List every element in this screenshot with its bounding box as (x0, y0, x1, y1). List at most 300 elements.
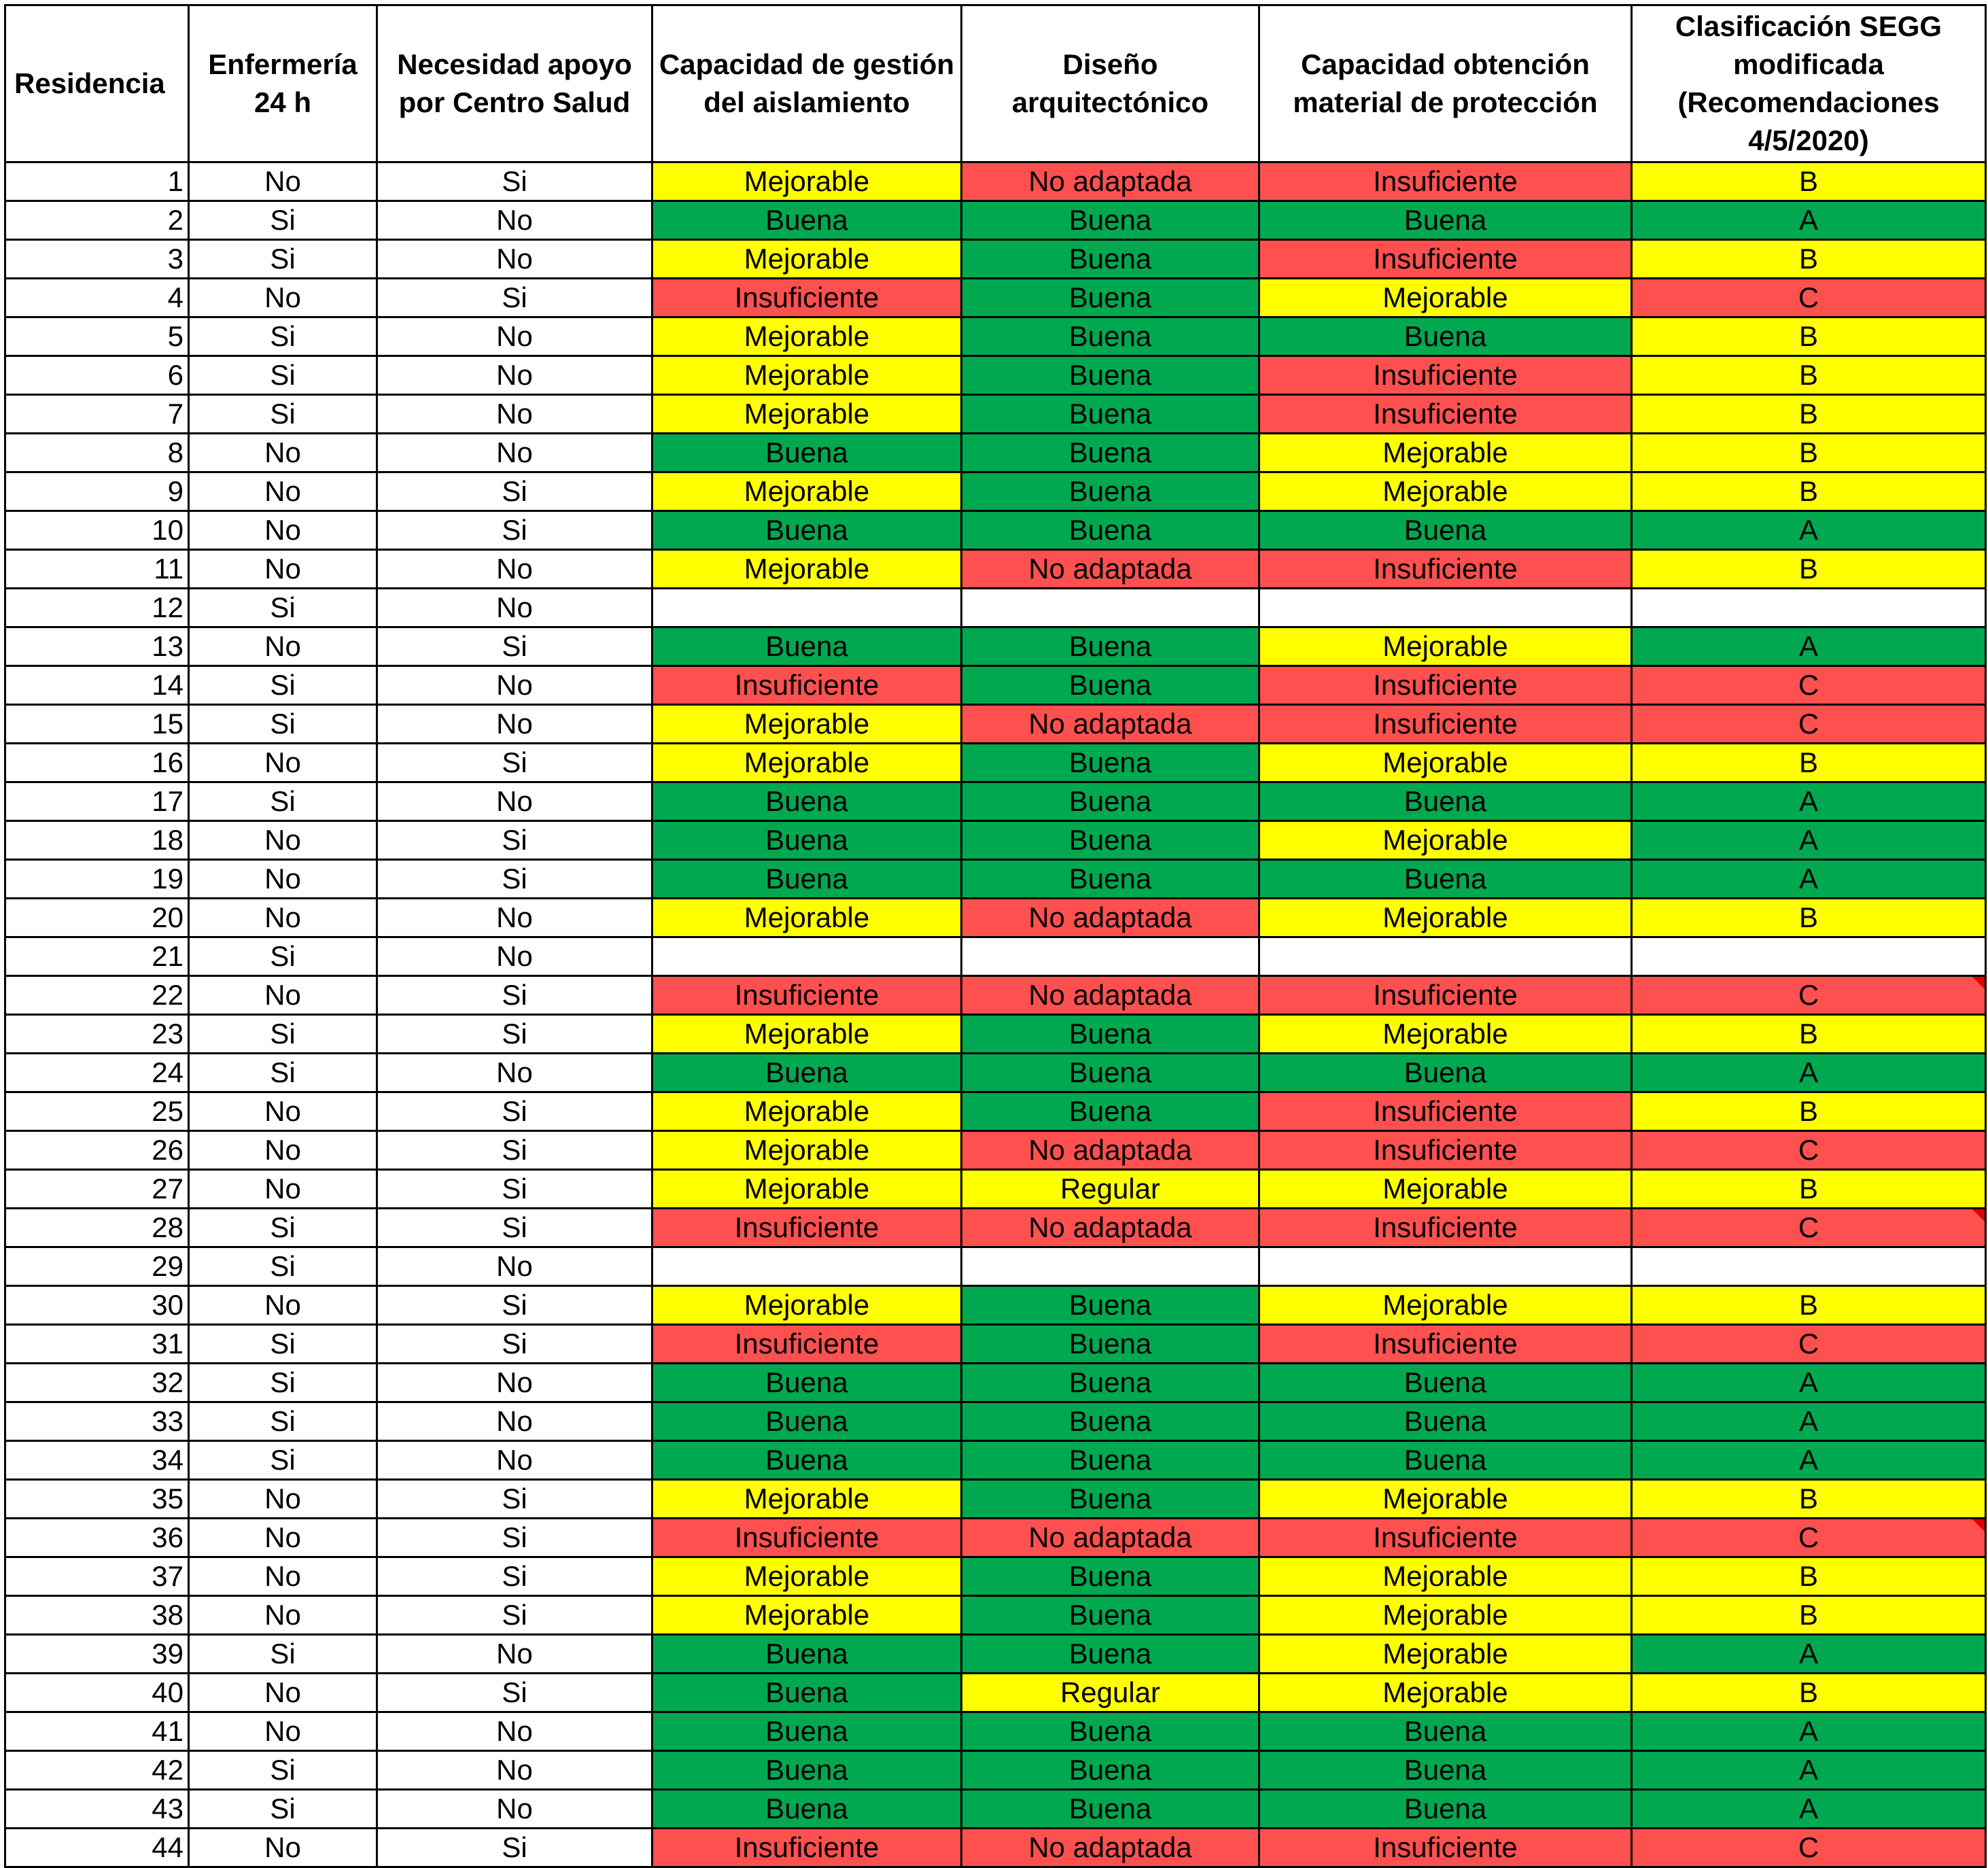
table-row (5, 1092, 1986, 1131)
apoyo-cell: No (377, 1751, 652, 1790)
diseno-cell (962, 1247, 1259, 1286)
table-row (5, 1674, 1986, 1712)
aislamiento-cell: Mejorable (652, 1092, 962, 1131)
material-cell: Mejorable (1259, 1480, 1632, 1519)
diseno-cell: Buena (962, 279, 1259, 317)
enfermeria-cell: No (189, 821, 377, 860)
enfermeria-cell: No (189, 744, 377, 782)
diseno-cell: Buena (962, 1325, 1259, 1364)
apoyo-cell: Si (377, 1557, 652, 1596)
clasificacion-cell: C (1632, 279, 1986, 317)
diseno-cell: Buena (962, 201, 1259, 240)
enfermeria-cell: No (189, 550, 377, 589)
diseno-cell: Buena (962, 821, 1259, 860)
table-row (5, 550, 1986, 589)
enfermeria-cell: Si (189, 1325, 377, 1364)
residencia-cell: 15 (5, 705, 189, 744)
residencia-cell: 3 (5, 240, 189, 279)
material-cell: Insuficiente (1259, 666, 1632, 705)
table-row (5, 1519, 1986, 1557)
table-row (5, 162, 1986, 201)
diseno-cell: Buena (962, 1596, 1259, 1635)
residencia-cell: 33 (5, 1402, 189, 1441)
clasificacion-cell: B (1632, 356, 1986, 395)
table-row (5, 1829, 1986, 1867)
table-row (5, 511, 1986, 550)
material-cell: Insuficiente (1259, 1519, 1632, 1557)
residencia-cell: 22 (5, 976, 189, 1015)
apoyo-cell: Si (377, 1596, 652, 1635)
enfermeria-cell: Si (189, 356, 377, 395)
diseno-cell: No adaptada (962, 899, 1259, 937)
table-row (5, 860, 1986, 899)
aislamiento-cell: Buena (652, 1635, 962, 1674)
table-row (5, 1054, 1986, 1092)
aislamiento-cell: Mejorable (652, 1170, 962, 1209)
header-row (5, 5, 1986, 162)
table-row (5, 356, 1986, 395)
diseno-cell: Buena (962, 1402, 1259, 1441)
apoyo-cell: No (377, 395, 652, 434)
aislamiento-cell (652, 937, 962, 976)
table-row (5, 666, 1986, 705)
table-row (5, 1325, 1986, 1364)
aislamiento-cell: Buena (652, 1712, 962, 1751)
material-cell: Mejorable (1259, 1596, 1632, 1635)
apoyo-cell: No (377, 782, 652, 821)
residencia-cell: 25 (5, 1092, 189, 1131)
apoyo-cell: No (377, 317, 652, 356)
clasificacion-cell: A (1632, 1054, 1986, 1092)
clasificacion-cell: B (1632, 1170, 1986, 1209)
table-row (5, 627, 1986, 666)
material-cell: Buena (1259, 1054, 1632, 1092)
material-cell: Buena (1259, 1790, 1632, 1829)
material-cell: Mejorable (1259, 1015, 1632, 1054)
material-cell: Insuficiente (1259, 1325, 1632, 1364)
residencia-cell: 21 (5, 937, 189, 976)
clasificacion-cell: B (1632, 1596, 1986, 1635)
enfermeria-cell: No (189, 1557, 377, 1596)
apoyo-cell: No (377, 1364, 652, 1402)
enfermeria-cell: No (189, 976, 377, 1015)
residencia-cell: 8 (5, 434, 189, 472)
aislamiento-cell: Mejorable (652, 1480, 962, 1519)
material-cell: Mejorable (1259, 744, 1632, 782)
enfermeria-cell: Si (189, 1054, 377, 1092)
header-necesidad-apoyo: Necesidad apoyo por Centro Salud (377, 5, 652, 162)
residencia-cell: 19 (5, 860, 189, 899)
clasificacion-cell: B (1632, 395, 1986, 434)
apoyo-cell: Si (377, 1170, 652, 1209)
aislamiento-cell: Buena (652, 782, 962, 821)
material-cell: Buena (1259, 1751, 1632, 1790)
aislamiento-cell: Insuficiente (652, 1829, 962, 1867)
apoyo-cell: Si (377, 976, 652, 1015)
residencia-cell: 2 (5, 201, 189, 240)
apoyo-cell: No (377, 666, 652, 705)
aislamiento-cell: Buena (652, 201, 962, 240)
residencia-cell: 5 (5, 317, 189, 356)
residencia-cell: 40 (5, 1674, 189, 1712)
material-cell: Insuficiente (1259, 395, 1632, 434)
material-cell: Insuficiente (1259, 356, 1632, 395)
comment-indicator-icon[interactable] (1972, 977, 1985, 989)
clasificacion-cell: A (1632, 1751, 1986, 1790)
aislamiento-cell: Mejorable (652, 1015, 962, 1054)
material-cell: Insuficiente (1259, 1092, 1632, 1131)
enfermeria-cell: Si (189, 1751, 377, 1790)
diseno-cell: Buena (962, 1712, 1259, 1751)
aislamiento-cell: Buena (652, 434, 962, 472)
clasificacion-cell: B (1632, 317, 1986, 356)
material-cell (1259, 937, 1632, 976)
diseno-cell: Buena (962, 1015, 1259, 1054)
apoyo-cell: Si (377, 279, 652, 317)
aislamiento-cell: Mejorable (652, 472, 962, 511)
material-cell: Buena (1259, 860, 1632, 899)
clasificacion-cell: A (1632, 511, 1986, 550)
apoyo-cell: Si (377, 1092, 652, 1131)
diseno-cell: Buena (962, 317, 1259, 356)
diseno-cell: Buena (962, 1557, 1259, 1596)
aislamiento-cell: Mejorable (652, 317, 962, 356)
residencia-cell: 14 (5, 666, 189, 705)
residencia-cell: 27 (5, 1170, 189, 1209)
enfermeria-cell: Si (189, 1364, 377, 1402)
clasificacion-cell (1632, 937, 1986, 976)
apoyo-cell: Si (377, 1829, 652, 1867)
apoyo-cell: No (377, 201, 652, 240)
material-cell: Buena (1259, 201, 1632, 240)
material-cell: Mejorable (1259, 627, 1632, 666)
table-row (5, 1635, 1986, 1674)
aislamiento-cell: Mejorable (652, 1286, 962, 1325)
material-cell: Buena (1259, 1441, 1632, 1480)
table-row (5, 1441, 1986, 1480)
material-cell: Insuficiente (1259, 1131, 1632, 1170)
table-row (5, 782, 1986, 821)
clasificacion-cell: C (1632, 1209, 1986, 1247)
material-cell: Mejorable (1259, 1635, 1632, 1674)
header-clasificacion-segg: Clasificación SEGG modificada (Recomendaciones 4/5/2020) (1632, 5, 1986, 162)
residencia-cell: 6 (5, 356, 189, 395)
apoyo-cell: No (377, 899, 652, 937)
table-row (5, 1402, 1986, 1441)
clasificacion-cell: B (1632, 744, 1986, 782)
aislamiento-cell: Buena (652, 511, 962, 550)
clasificacion-cell: B (1632, 472, 1986, 511)
clasificacion-cell: C (1632, 1519, 1986, 1557)
diseno-cell: No adaptada (962, 550, 1259, 589)
aislamiento-cell: Buena (652, 1790, 962, 1829)
table-row (5, 201, 1986, 240)
material-cell: Mejorable (1259, 1286, 1632, 1325)
header-residencia: Residencia (5, 5, 189, 162)
table-row (5, 317, 1986, 356)
clasificacion-cell: A (1632, 627, 1986, 666)
apoyo-cell: No (377, 1247, 652, 1286)
enfermeria-cell: No (189, 434, 377, 472)
residencia-cell: 28 (5, 1209, 189, 1247)
residencia-cell: 44 (5, 1829, 189, 1867)
aislamiento-cell: Buena (652, 1674, 962, 1712)
enfermeria-cell: Si (189, 1790, 377, 1829)
diseno-cell: Buena (962, 666, 1259, 705)
diseno-cell: Buena (962, 782, 1259, 821)
apoyo-cell: Si (377, 162, 652, 201)
table-row (5, 1209, 1986, 1247)
enfermeria-cell: No (189, 1596, 377, 1635)
residencia-cell: 17 (5, 782, 189, 821)
apoyo-cell: Si (377, 1480, 652, 1519)
table-row (5, 1364, 1986, 1402)
diseno-cell: No adaptada (962, 1131, 1259, 1170)
diseno-cell: No adaptada (962, 162, 1259, 201)
aislamiento-cell: Mejorable (652, 705, 962, 744)
residencia-cell: 24 (5, 1054, 189, 1092)
enfermeria-cell: Si (189, 395, 377, 434)
aislamiento-cell (652, 1247, 962, 1286)
apoyo-cell: Si (377, 744, 652, 782)
material-cell: Mejorable (1259, 434, 1632, 472)
clasificacion-cell (1632, 1247, 1986, 1286)
diseno-cell: Buena (962, 627, 1259, 666)
clasificacion-cell: C (1632, 666, 1986, 705)
enfermeria-cell: Si (189, 666, 377, 705)
enfermeria-cell: No (189, 860, 377, 899)
apoyo-cell: Si (377, 1015, 652, 1054)
clasificacion-cell: A (1632, 1712, 1986, 1751)
diseno-cell: Buena (962, 395, 1259, 434)
clasificacion-cell: C (1632, 1131, 1986, 1170)
residencia-cell: 16 (5, 744, 189, 782)
residencia-cell: 12 (5, 589, 189, 627)
enfermeria-cell: No (189, 279, 377, 317)
material-cell: Mejorable (1259, 279, 1632, 317)
enfermeria-cell: No (189, 1519, 377, 1557)
table-body (5, 162, 1986, 1867)
comment-indicator-icon[interactable] (1972, 1519, 1985, 1532)
table-row (5, 705, 1986, 744)
aislamiento-cell: Mejorable (652, 899, 962, 937)
clasificacion-cell: A (1632, 821, 1986, 860)
aislamiento-cell: Buena (652, 1402, 962, 1441)
apoyo-cell: Si (377, 472, 652, 511)
residencia-cell: 31 (5, 1325, 189, 1364)
enfermeria-cell: No (189, 1829, 377, 1867)
apoyo-cell: Si (377, 821, 652, 860)
diseno-cell: Buena (962, 1790, 1259, 1829)
material-cell: Insuficiente (1259, 705, 1632, 744)
clasificacion-cell: A (1632, 1364, 1986, 1402)
apoyo-cell: Si (377, 1286, 652, 1325)
aislamiento-cell: Mejorable (652, 1131, 962, 1170)
clasificacion-cell: A (1632, 860, 1986, 899)
clasificacion-cell: B (1632, 1480, 1986, 1519)
apoyo-cell: Si (377, 627, 652, 666)
header-diseno-arquitectonico: Diseño arquitectónico (962, 5, 1259, 162)
table-row (5, 821, 1986, 860)
enfermeria-cell: No (189, 162, 377, 201)
enfermeria-cell: No (189, 1480, 377, 1519)
residencia-cell: 42 (5, 1751, 189, 1790)
residencia-cell: 20 (5, 899, 189, 937)
residencia-cell: 38 (5, 1596, 189, 1635)
enfermeria-cell: No (189, 472, 377, 511)
aislamiento-cell: Buena (652, 821, 962, 860)
enfermeria-cell: No (189, 1170, 377, 1209)
diseno-cell: Buena (962, 1480, 1259, 1519)
apoyo-cell: No (377, 589, 652, 627)
residencia-cell: 18 (5, 821, 189, 860)
residencia-cell: 4 (5, 279, 189, 317)
residencia-cell: 11 (5, 550, 189, 589)
enfermeria-cell: Si (189, 240, 377, 279)
aislamiento-cell: Mejorable (652, 1596, 962, 1635)
enfermeria-cell: No (189, 511, 377, 550)
residencia-cell: 39 (5, 1635, 189, 1674)
table-row (5, 1015, 1986, 1054)
table-row (5, 589, 1986, 627)
clasificacion-cell: B (1632, 1674, 1986, 1712)
apoyo-cell: Si (377, 860, 652, 899)
enfermeria-cell: Si (189, 589, 377, 627)
apoyo-cell: Si (377, 1519, 652, 1557)
material-cell: Buena (1259, 782, 1632, 821)
table-row (5, 1247, 1986, 1286)
material-cell: Buena (1259, 1712, 1632, 1751)
table-row (5, 1170, 1986, 1209)
aislamiento-cell: Insuficiente (652, 1325, 962, 1364)
clasificacion-cell: A (1632, 1790, 1986, 1829)
table-row (5, 1596, 1986, 1635)
enfermeria-cell: No (189, 1712, 377, 1751)
material-cell: Mejorable (1259, 1557, 1632, 1596)
clasificacion-cell: B (1632, 550, 1986, 589)
table-row (5, 1131, 1986, 1170)
table-row (5, 279, 1986, 317)
diseno-cell: No adaptada (962, 1829, 1259, 1867)
clasificacion-cell: B (1632, 1015, 1986, 1054)
diseno-cell: Buena (962, 240, 1259, 279)
diseno-cell: No adaptada (962, 1519, 1259, 1557)
clasificacion-cell: C (1632, 976, 1986, 1015)
aislamiento-cell: Mejorable (652, 356, 962, 395)
residencia-cell: 37 (5, 1557, 189, 1596)
aislamiento-cell: Mejorable (652, 550, 962, 589)
aislamiento-cell: Buena (652, 1751, 962, 1790)
material-cell (1259, 1247, 1632, 1286)
aislamiento-cell: Insuficiente (652, 1519, 962, 1557)
aislamiento-cell: Buena (652, 860, 962, 899)
diseno-cell: Buena (962, 860, 1259, 899)
table-row (5, 1480, 1986, 1519)
residencia-cell: 34 (5, 1441, 189, 1480)
enfermeria-cell: Si (189, 1247, 377, 1286)
material-cell: Mejorable (1259, 899, 1632, 937)
apoyo-cell: Si (377, 1209, 652, 1247)
header-capacidad-material: Capacidad obtención material de protección (1259, 5, 1632, 162)
apoyo-cell: No (377, 1402, 652, 1441)
diseno-cell (962, 937, 1259, 976)
table-row (5, 434, 1986, 472)
material-cell: Mejorable (1259, 1170, 1632, 1209)
residencia-cell: 30 (5, 1286, 189, 1325)
apoyo-cell: No (377, 1635, 652, 1674)
material-cell: Buena (1259, 1364, 1632, 1402)
clasificacion-cell: B (1632, 162, 1986, 201)
header-capacidad-aislamiento: Capacidad de gestión del aislamiento (652, 5, 962, 162)
clasificacion-cell: A (1632, 1441, 1986, 1480)
clasificacion-cell: C (1632, 1829, 1986, 1867)
header-enfermeria: Enfermería 24 h (189, 5, 377, 162)
apoyo-cell: Si (377, 511, 652, 550)
table-row (5, 240, 1986, 279)
enfermeria-cell: Si (189, 782, 377, 821)
material-cell: Buena (1259, 317, 1632, 356)
diseno-cell: Buena (962, 356, 1259, 395)
clasificacion-cell: B (1632, 1092, 1986, 1131)
enfermeria-cell: No (189, 1674, 377, 1712)
enfermeria-cell: Si (189, 317, 377, 356)
diseno-cell: Buena (962, 1635, 1259, 1674)
residencia-cell: 26 (5, 1131, 189, 1170)
apoyo-cell: No (377, 356, 652, 395)
residencia-cell: 7 (5, 395, 189, 434)
diseno-cell: Buena (962, 434, 1259, 472)
apoyo-cell: No (377, 1712, 652, 1751)
enfermeria-cell: No (189, 1092, 377, 1131)
material-cell: Mejorable (1259, 472, 1632, 511)
apoyo-cell: Si (377, 1674, 652, 1712)
residencia-cell: 29 (5, 1247, 189, 1286)
table-row (5, 976, 1986, 1015)
diseno-cell: No adaptada (962, 976, 1259, 1015)
enfermeria-cell: Si (189, 1402, 377, 1441)
comment-indicator-icon[interactable] (1972, 1209, 1985, 1222)
clasificacion-cell: B (1632, 899, 1986, 937)
apoyo-cell: No (377, 550, 652, 589)
aislamiento-cell: Buena (652, 1054, 962, 1092)
residencia-cell: 43 (5, 1790, 189, 1829)
apoyo-cell: No (377, 434, 652, 472)
material-cell: Buena (1259, 1402, 1632, 1441)
aislamiento-cell: Mejorable (652, 1557, 962, 1596)
enfermeria-cell: Si (189, 1015, 377, 1054)
residencia-cell: 13 (5, 627, 189, 666)
aislamiento-cell: Buena (652, 1364, 962, 1402)
aislamiento-cell: Insuficiente (652, 1209, 962, 1247)
table-row (5, 1286, 1986, 1325)
apoyo-cell: No (377, 1054, 652, 1092)
residencia-cell: 10 (5, 511, 189, 550)
aislamiento-cell: Mejorable (652, 240, 962, 279)
enfermeria-cell: Si (189, 1209, 377, 1247)
enfermeria-cell: No (189, 627, 377, 666)
aislamiento-cell: Insuficiente (652, 666, 962, 705)
diseno-cell: Buena (962, 1286, 1259, 1325)
residencia-cell: 41 (5, 1712, 189, 1751)
diseno-cell: Buena (962, 472, 1259, 511)
diseno-cell: Buena (962, 1092, 1259, 1131)
diseno-cell: Regular (962, 1674, 1259, 1712)
table-row (5, 899, 1986, 937)
apoyo-cell: No (377, 1790, 652, 1829)
material-cell: Mejorable (1259, 1674, 1632, 1712)
enfermeria-cell: No (189, 1286, 377, 1325)
enfermeria-cell: Si (189, 1441, 377, 1480)
